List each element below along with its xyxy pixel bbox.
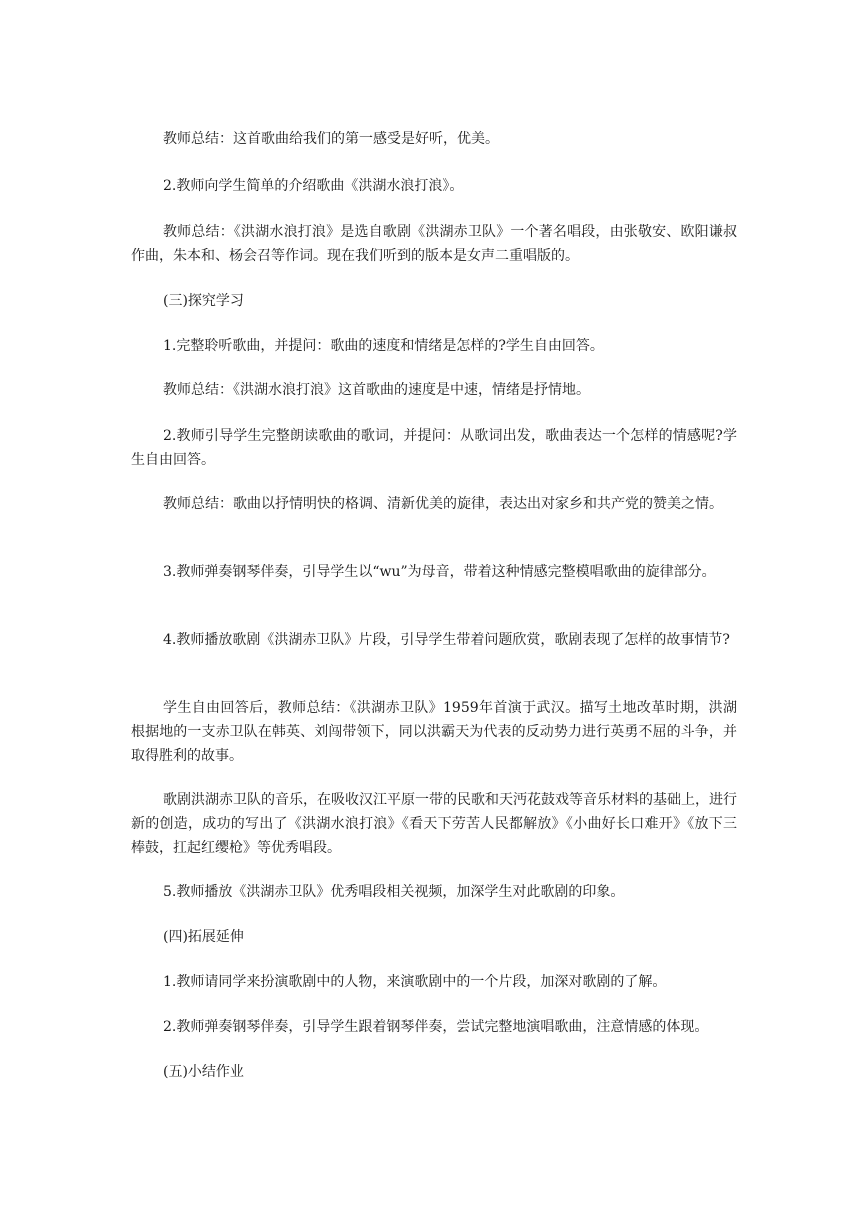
paragraph-opera-story: 学生自由回答后，教师总结：《洪湖赤卫队》1959年首演于武汉。描写土地改革时期，洪湖根据地的一支赤卫队在韩英、刘闯带领下，同以洪霸天为代表的反动势力进行英勇不屈的斗争，并取得胜利的故事。 xyxy=(131,700,737,764)
paragraph-step-5-video: 5.教师播放《洪湖赤卫队》优秀唱段相关视频，加深学生对此歌剧的印象。 xyxy=(163,884,625,900)
paragraph-step-3-piano: 3.教师弹奏钢琴伴奏，引导学生以“wu”为母音，带着这种情感完整模唱歌曲的旋律部分。 xyxy=(163,564,716,580)
paragraph-opera-music: 歌剧洪湖赤卫队的音乐，在吸收汉江平原一带的民歌和天沔花鼓戏等音乐材料的基础上，进行新的创造，成功的写出了《洪湖水浪打浪》《看天下劳苦人民都解放》《小曲好长口难开》《放下三棒鼓，扛起红缨枪》等优秀唱段。 xyxy=(131,792,737,856)
paragraph-teacher-summary-2: 教师总结：《洪湖水浪打浪》是选自歌剧《洪湖赤卫队》一个著名唱段，由张敬安、欧阳谦叔作曲，朱本和、杨会召等作词。现在我们听到的版本是女声二重唱版的。 xyxy=(131,224,737,264)
paragraph-teacher-summary-4: 教师总结：歌曲以抒情明快的格调、清新优美的旋律，表达出对家乡和共产党的赞美之情。 xyxy=(163,496,723,512)
paragraph-teacher-summary-1: 教师总结：这首歌曲给我们的第一感受是好听，优美。 xyxy=(163,131,499,147)
paragraph-step-2-intro: 2.教师向学生简单的介绍歌曲《洪湖水浪打浪》。 xyxy=(163,178,464,194)
section-heading-extension: (四)拓展延伸 xyxy=(163,929,244,945)
paragraph-step-1-listen: 1.完整聆听歌曲，并提问：歌曲的速度和情绪是怎样的?学生自由回答。 xyxy=(163,338,604,354)
section-heading-summary: (五)小结作业 xyxy=(163,1064,244,1080)
paragraph-step-2-lyrics: 2.教师引导学生完整朗读歌曲的歌词，并提问：从歌词出发，歌曲表达一个怎样的情感呢?学生自由回答。 xyxy=(131,428,737,468)
paragraph-step-4-opera: 4.教师播放歌剧《洪湖赤卫队》片段，引导学生带着问题欣赏，歌剧表现了怎样的故事情节? xyxy=(163,632,730,648)
paragraph-teacher-summary-3: 教师总结：《洪湖水浪打浪》这首歌曲的速度是中速，情绪是抒情地。 xyxy=(163,382,590,398)
paragraph-extension-step-1: 1.教师请同学来扮演歌剧中的人物，来演歌剧中的一个片段，加深对歌剧的了解。 xyxy=(163,974,667,990)
paragraph-extension-step-2: 2.教师弹奏钢琴伴奏，引导学生跟着钢琴伴奏，尝试完整地演唱歌曲，注意情感的体现。 xyxy=(163,1019,709,1035)
section-heading-explore: (三)探究学习 xyxy=(163,293,244,309)
